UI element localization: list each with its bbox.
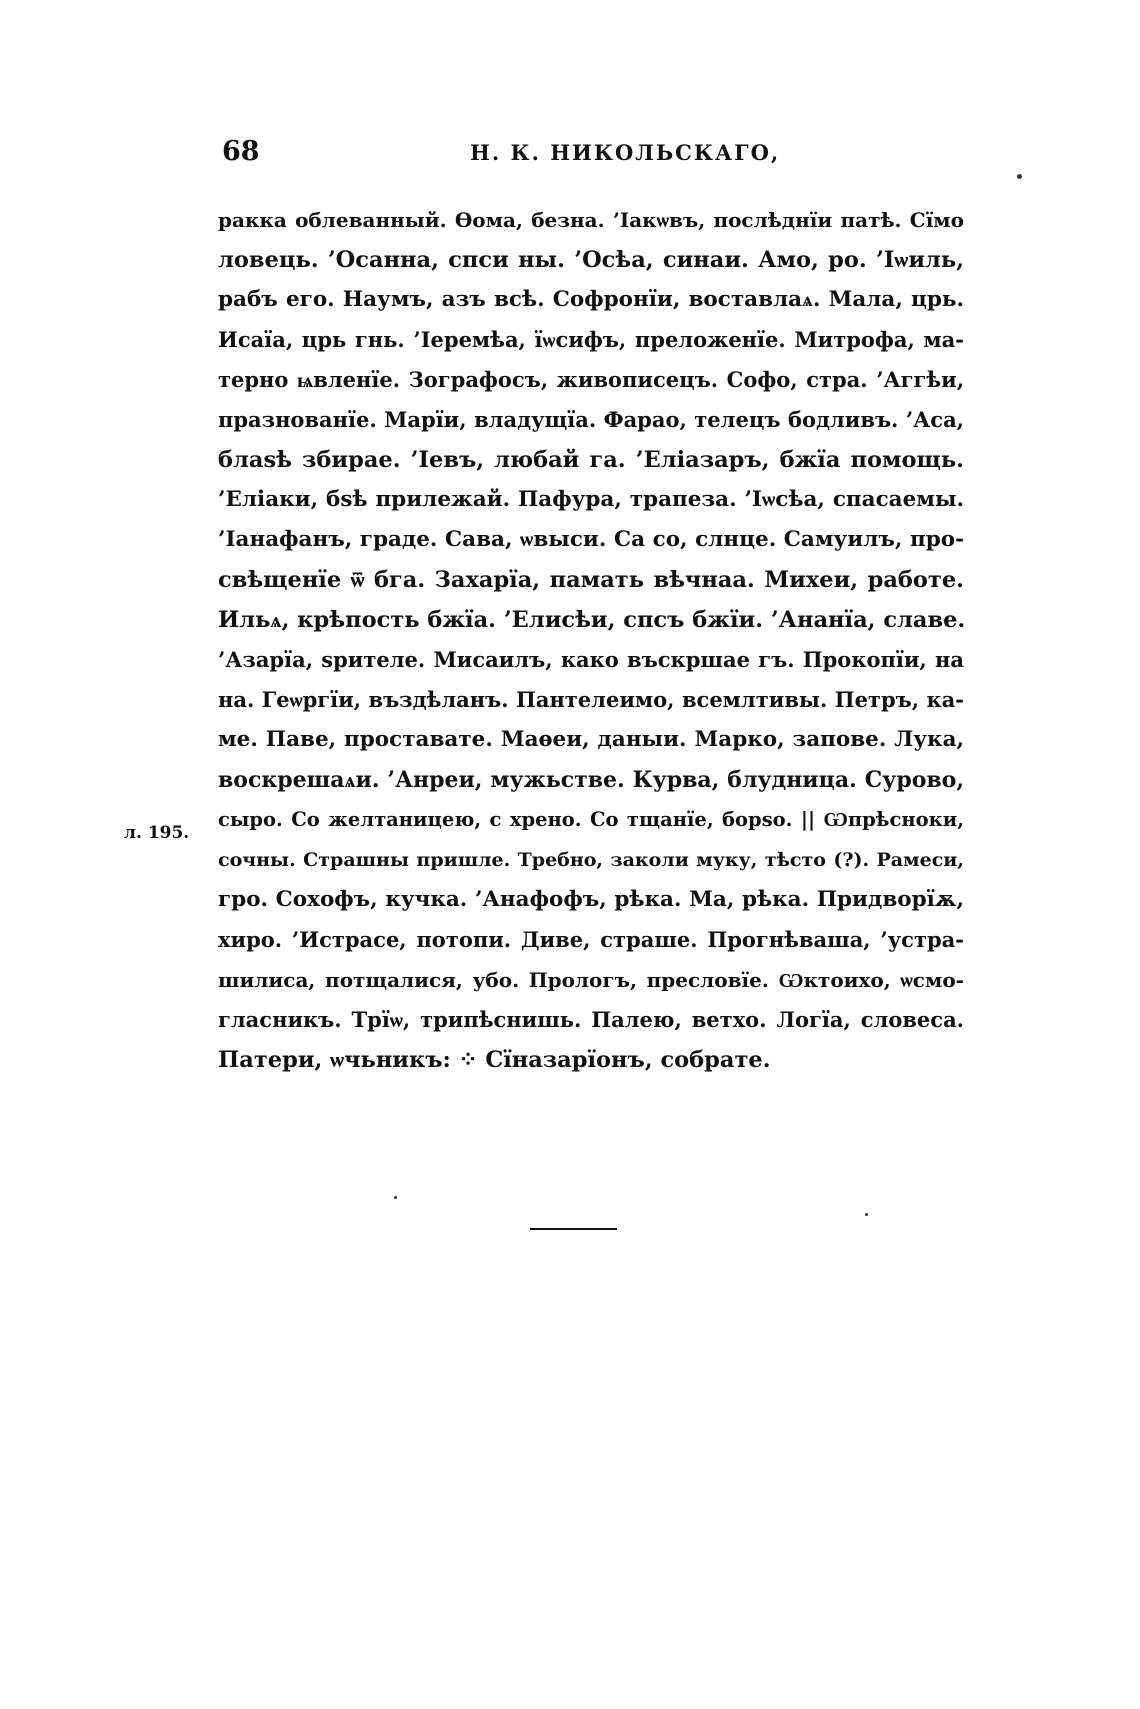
end-rule: [530, 1228, 617, 1230]
text-line: свѣщенїе ѿ бга. Захарїа, памать вѣчнаа. Михеи, работе.: [218, 567, 964, 593]
text-line: ракка облеванный. Ѳома, безна. ’Іакѡвъ, послѣднїи патѣ. Сїмо: [218, 208, 964, 232]
text-line: празнованїе. Марїи, владущїа. Фарао, телецъ бодливъ. ’Аса,: [218, 407, 964, 432]
scan-speck: [394, 1196, 397, 1199]
text-line: на. Геѡргїи, въздѣланъ. Пантелеимо, всемлтивы. Петръ, ка-: [218, 687, 964, 712]
scan-speck: [865, 1213, 868, 1216]
body-text: [218, 200, 964, 1080]
text-line: ’Іанафанъ, граде. Сава, ѡвыси. Са со, слнце. Самуилъ, про-: [218, 527, 964, 552]
text-line: сыро. Со желтаницею, с хрено. Со тщанїе, борѕо. || Ѡпрѣсноки,: [218, 808, 964, 831]
text-line: Исаїа, црь гнь. ’Іеремѣа, їѡсифъ, преложенїе. Митрофа, ма-: [218, 327, 964, 352]
text-line: сочны. Страшны пришле. Требно, заколи муку, тѣсто (?). Рамеси,: [218, 849, 964, 871]
text-line: рабъ его. Наумъ, азъ всѣ. Софронїи, воставлаѧ. Мала, црь.: [218, 287, 964, 312]
text-line: воскрешаѧи. ’Анреи, мужьстве. Курва, блудница. Сурово,: [218, 767, 964, 793]
text-line: гласникъ. Трїѡ, трипѣснишь. Палею, ветхо. Логїа, словеса.: [218, 1007, 964, 1032]
text-line: ’Азарїа, ѕрителе. Мисаилъ, како въскршае гъ. Прокопїи, на: [218, 647, 964, 672]
text-line: Ильѧ, крѣпость бжїа. ’Елисѣи, спсъ бжїи. ’Ананїа, славе.: [218, 607, 966, 633]
text-line: блаѕѣ збирае. ’Іевъ, любай га. ’Еліазаръ, бжїа помощь.: [218, 447, 964, 473]
text-line: хиро. ’Истрасе, потопи. Диве, страше. Прогнѣваша, ’устра-: [218, 927, 964, 952]
text-line: терно ѩвленїе. Зографосъ, живописецъ. Софо, стра. ’Аггѣи,: [218, 367, 964, 392]
text-line: ме. Паве, проставате. Маѳеи, даныи. Марко, запове. Лука,: [218, 727, 964, 752]
text-line: Патери, ѡчьникъ: ⁘ Сїназарїонъ, собрате.: [218, 1047, 771, 1073]
text-line: гро. Сохофъ, кучка. ’Анафофъ, рѣка. Ма, рѣка. Придворїѫ,: [218, 887, 964, 912]
page-number: 68: [222, 136, 260, 167]
text-line: шилиса, потщалися, убо. Прологъ, пресловїе. Ѡктоихо, ѡсмо-: [218, 968, 964, 992]
margin-note: л. 195.: [124, 823, 190, 843]
text-line: ловець. ’Осанна, спси ны. ’Осѣа, синаи. Амо, ро. ’Іѡиль,: [218, 247, 964, 273]
scan-speck: [1017, 174, 1022, 179]
running-head: Н. К. НИКОЛЬСКАГО,: [470, 140, 781, 165]
text-line: ’Еліаки, бѕѣ прилежай. Пафура, трапеза. ’Іѡсѣа, спасаемы.: [218, 487, 964, 512]
